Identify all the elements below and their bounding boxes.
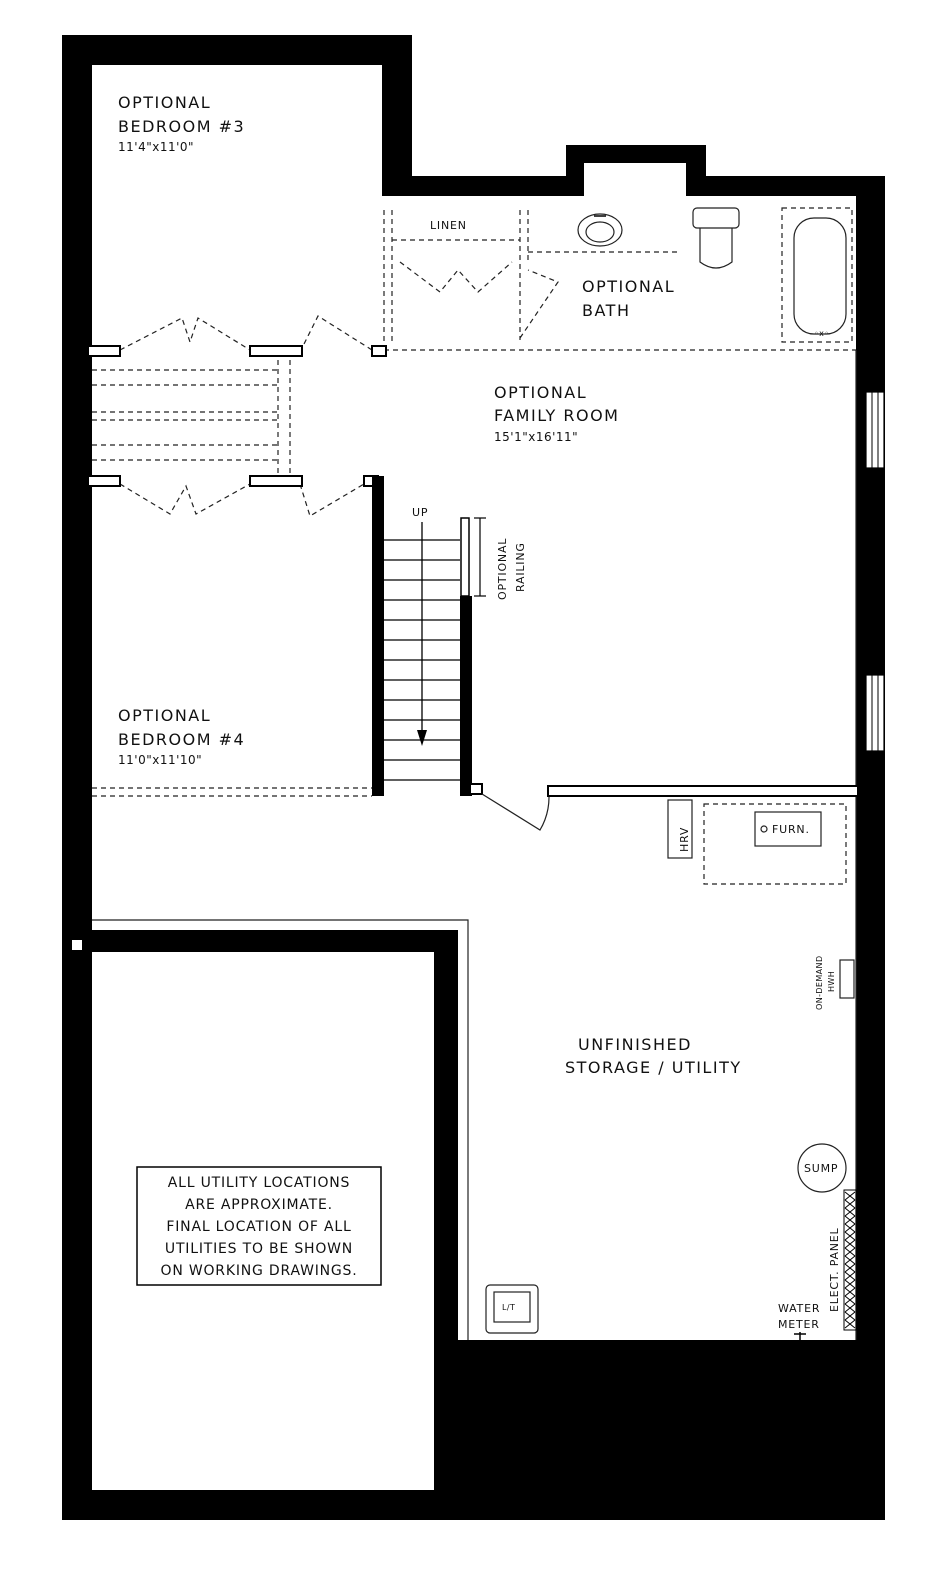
bedroom3-title-2: BEDROOM #3 [118, 117, 246, 136]
bathtub-icon [794, 218, 846, 334]
panel-hatch-mark [845, 1200, 855, 1208]
wall-joint-gap [72, 940, 82, 950]
panel-hatch-mark [845, 1320, 855, 1328]
sink-icon [586, 222, 614, 242]
bath-title-2: BATH [582, 301, 631, 320]
porch-wall-top [434, 1340, 885, 1364]
panel-hatch-mark [845, 1288, 855, 1296]
utility-note [137, 1167, 381, 1285]
stub [372, 346, 386, 356]
note-line-4: UTILITIES TO BE SHOWN [164, 1241, 354, 1257]
panel-hatch-mark [845, 1216, 855, 1224]
bedroom4-title-1: OPTIONAL [118, 706, 212, 725]
laundry-tub-label: L/T [502, 1303, 516, 1312]
family-title-2: FAMILY ROOM [494, 406, 620, 425]
bath-fixtures [578, 208, 852, 342]
stair-up-label: UP [412, 506, 429, 519]
family-title-1: OPTIONAL [494, 383, 588, 402]
bedroom3-door [300, 316, 372, 352]
sump-label: SUMP [804, 1162, 839, 1175]
door-stub [470, 784, 482, 794]
water-heater-icon [840, 960, 854, 998]
elect-panel-hatch [845, 1192, 855, 1328]
sink-outer [578, 214, 622, 246]
panel-hatch-mark [845, 1312, 855, 1320]
porch-wall-right [862, 1340, 885, 1520]
utility-wall [548, 786, 858, 796]
panel-hatch-mark [845, 1256, 855, 1264]
panel-hatch-mark [845, 1296, 855, 1304]
stub [250, 476, 302, 486]
bedroom4-title-2: BEDROOM #4 [118, 730, 246, 749]
garage-wall-right [434, 930, 458, 1520]
foundation-wall [62, 35, 885, 1520]
bath-door [520, 270, 558, 338]
room-labels [118, 93, 742, 1077]
bedroom3-title-1: OPTIONAL [118, 93, 212, 112]
panel-hatch-mark [845, 1224, 855, 1232]
family-size: 15'1"x16'11" [494, 430, 579, 444]
closet-bifold-top [120, 318, 250, 350]
stairs [372, 476, 858, 830]
storage-title-2: STORAGE / UTILITY [565, 1058, 742, 1077]
bath-title-1: OPTIONAL [582, 277, 676, 296]
panel-hatch-mark [845, 1272, 855, 1280]
wall-stubs [88, 346, 386, 486]
bedroom3-size: 11'4"x11'0" [118, 140, 195, 154]
hrv-label: HRV [678, 826, 691, 852]
elect-panel-label: ELECT. PANEL [828, 1227, 841, 1312]
furnace-area [704, 804, 846, 884]
furnace-label: FURN. [772, 823, 810, 836]
linen-label: LINEN [430, 219, 467, 232]
panel-hatch-mark [845, 1248, 855, 1256]
water-heater-label-1: ON-DEMAND [815, 955, 824, 1010]
railing-label-1: OPTIONAL [496, 537, 509, 600]
garage-wall-top [62, 930, 458, 952]
water-meter-label-1: WATER [778, 1302, 821, 1315]
stair-wall-left [372, 476, 384, 796]
bedroom4-door [300, 484, 364, 516]
note-line-1: ALL UTILITY LOCATIONS [167, 1175, 351, 1191]
tub-drain: ◦x◦ [814, 329, 830, 338]
bedroom4-size: 11'0"x11'10" [118, 753, 203, 767]
toilet-tank [693, 208, 739, 228]
storage-title-1: UNFINISHED [578, 1035, 692, 1054]
stair-wall-right [460, 596, 472, 796]
toilet-icon [700, 228, 732, 268]
exterior-walls [62, 35, 885, 1520]
railing-post [461, 518, 469, 596]
panel-hatch-mark [845, 1280, 855, 1288]
stub [88, 346, 120, 356]
closet-bifold-bottom [120, 484, 250, 514]
linen-bifold [400, 262, 512, 292]
panel-hatch-mark [845, 1240, 855, 1248]
note-line-5: ON WORKING DRAWINGS. [160, 1263, 358, 1279]
note-line-2: ARE APPROXIMATE. [185, 1197, 333, 1213]
stub [250, 346, 302, 356]
note-line-3: FINAL LOCATION OF ALL [166, 1219, 352, 1235]
panel-hatch-mark [845, 1304, 855, 1312]
window-lower [866, 675, 884, 751]
railing-label-2: RAILING [514, 542, 527, 592]
water-meter-label-2: METER [778, 1318, 820, 1331]
panel-hatch-mark [845, 1232, 855, 1240]
stair-arrow-head [417, 730, 427, 746]
water-heater-label-2: HWH [827, 970, 836, 992]
porch-wall-bottom [556, 1478, 885, 1520]
tub-outline [782, 208, 852, 342]
window-upper [866, 392, 884, 468]
panel-hatch-mark [845, 1264, 855, 1272]
utility-door-swing [482, 786, 549, 830]
furnace-dot [761, 826, 767, 832]
panel-hatch-mark [845, 1192, 855, 1200]
panel-hatch-mark [845, 1208, 855, 1216]
stub [88, 476, 120, 486]
